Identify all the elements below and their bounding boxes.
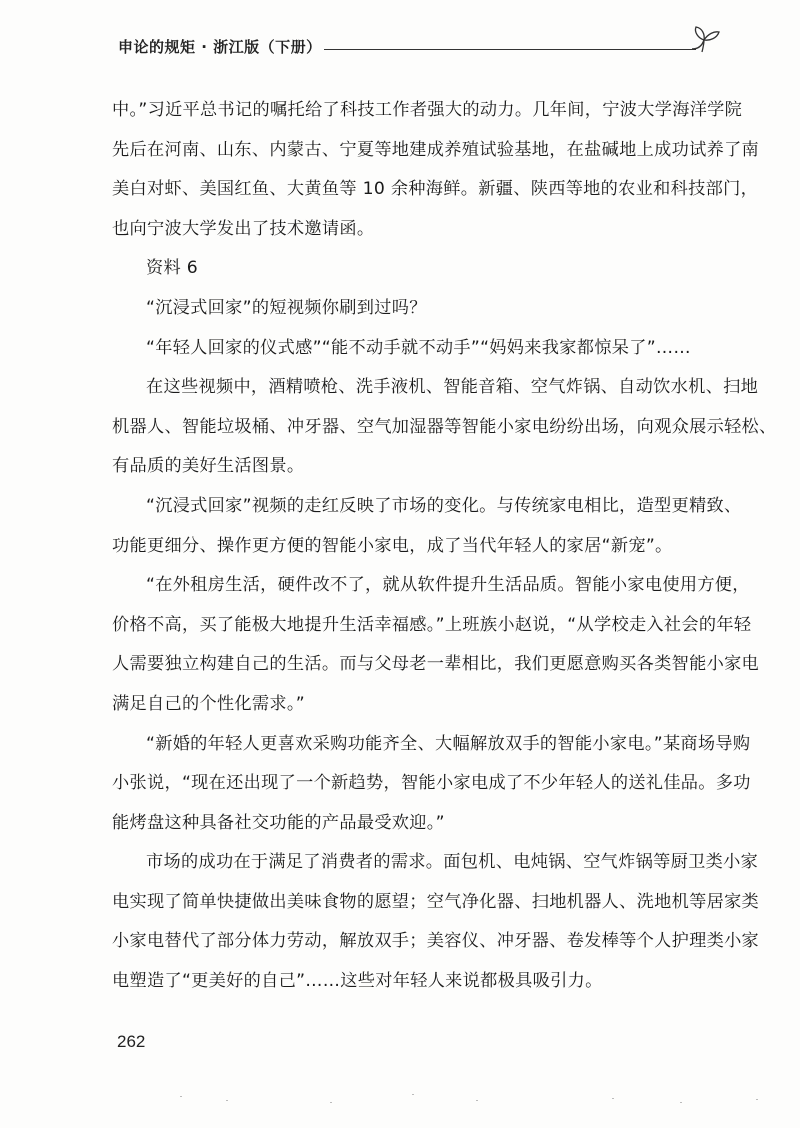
paragraph <box>112 368 777 487</box>
page-number: 262 <box>117 1032 146 1051</box>
scan-speck <box>412 1094 414 1095</box>
text-line: 先后在河南、山东、内蒙古、宁夏等地建成养殖试验基地，在盐碱地上成功试养了南 <box>112 139 760 160</box>
text-line: 满足自己的个性化需求。” <box>112 693 305 714</box>
scan-speck <box>180 1096 182 1097</box>
text-line: 能烤盘这种具备社交功能的产品最受欢迎。” <box>112 812 445 833</box>
scan-speck <box>680 1102 682 1103</box>
text-line: 人需要独立构建自己的生活。而与父母老一辈相比，我们更愿意购买各类智能小家电 <box>112 654 760 675</box>
paragraph <box>112 289 712 329</box>
text-line: “沉浸式回家”的短视频你刷到过吗？ <box>146 297 427 318</box>
paragraph <box>112 91 760 249</box>
paragraph <box>112 566 760 724</box>
paragraph <box>112 725 751 844</box>
text-line: 有品质的美好生活图景。 <box>112 456 305 477</box>
header-rule <box>324 49 696 50</box>
scan-speck <box>476 1100 478 1101</box>
paragraph <box>112 843 760 1001</box>
text-line: 资料 6 <box>146 258 198 279</box>
text-line: 电塑造了“更美好的自己”……这些对年轻人来说都极具吸引力。 <box>112 971 603 992</box>
text-line: 美白对虾、美国红鱼、大黄鱼等 10 余种海鲜。新疆、陕西等地的农业和科技部门， <box>112 179 759 200</box>
sprout-icon <box>684 22 724 56</box>
text-line: 在这些视频中，酒精喷枪、洗手液机、智能音箱、空气炸锅、自动饮水机、扫地 <box>146 377 759 398</box>
text-line: “在外租房生活，硬件改不了，就从软件提升生活品质。智能小家电使用方便， <box>146 575 750 596</box>
scan-speck <box>612 1098 614 1099</box>
scan-speck <box>226 1100 228 1101</box>
text-line: 市场的成功在于满足了消费者的需求。面包机、电炖锅、空气炸锅等厨卫类小家 <box>146 852 759 873</box>
scan-speck <box>756 1099 758 1100</box>
text-line: 机器人、智能垃圾桶、冲牙器、空气加湿器等智能小家电纷纷出场，向观众展示轻松、 <box>112 416 777 437</box>
text-line: 小张说，“现在还出现了一个新趋势，智能小家电成了不少年轻人的送礼佳品。多功 <box>112 773 751 794</box>
text-line: 小家电替代了部分体力劳动，解放双手；美容仪、冲牙器、卷发棒等个人护理类小家 <box>112 931 760 952</box>
header-title: 申论的规矩 · 浙江版（下册） <box>118 38 322 56</box>
text-line: 中。”习近平总书记的嘱托给了科技工作者强大的动力。几年间，宁波大学海洋学院 <box>112 100 743 120</box>
paragraph <box>112 249 712 289</box>
text-line: 价格不高，买了能极大地提升生活幸福感。”上班族小赵说，“从学校走入社会的年轻 <box>112 614 752 635</box>
running-header <box>118 36 718 60</box>
text-line: “沉浸式回家”视频的走红反映了市场的变化。与传统家电相比，造型更精致、 <box>146 495 742 516</box>
text-line: 也向宁波大学发出了技术邀请函。 <box>112 218 375 239</box>
body-text <box>112 91 777 1002</box>
text-line: “年轻人回家的仪式感”“能不动手就不动手”“妈妈来我家都惊呆了”…… <box>146 337 691 358</box>
paragraph <box>112 329 712 369</box>
text-line: 功能更细分、操作更方便的智能小家电，成了当代年轻人的家居“新宠”。 <box>112 535 673 556</box>
scan-speck <box>330 1102 332 1103</box>
text-line: “新婚的年轻人更喜欢采购功能齐全、大幅解放双手的智能小家电。”某商场导购 <box>146 733 751 754</box>
paragraph <box>112 487 742 566</box>
text-line: 电实现了简单快捷做出美味食物的愿望；空气净化器、扫地机器人、洗地机等居家类 <box>112 891 760 912</box>
